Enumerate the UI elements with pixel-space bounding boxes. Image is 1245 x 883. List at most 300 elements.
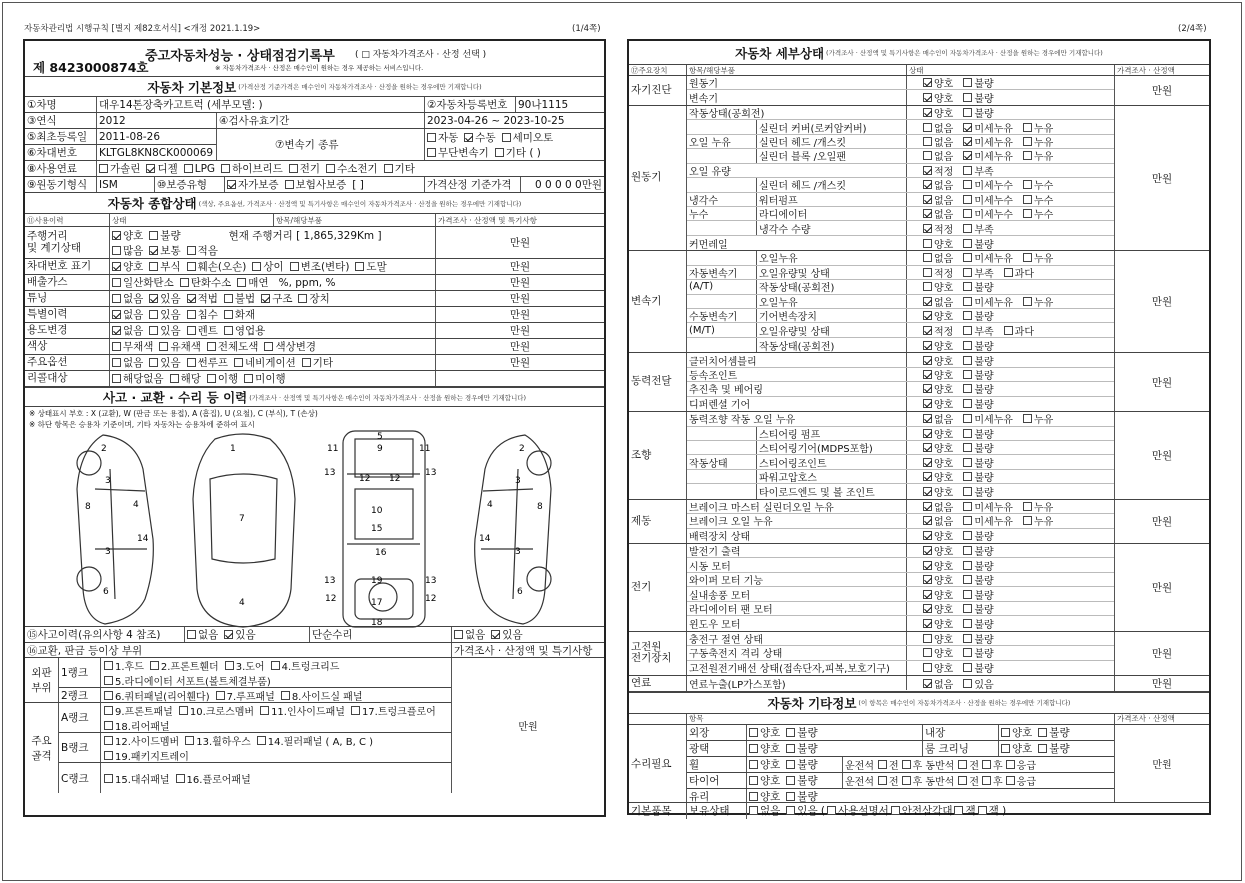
overall-opt-0-1-1[interactable] bbox=[149, 243, 180, 258]
detail-opt-2-5-2[interactable] bbox=[1004, 323, 1034, 336]
detail-opt-1-1-2-checkbox[interactable] bbox=[1023, 123, 1032, 132]
room-clean-bad-checkbox[interactable] bbox=[1038, 744, 1047, 753]
overall-opt-3-0-5-checkbox[interactable] bbox=[298, 294, 307, 303]
overall-opt-0-0-0[interactable] bbox=[112, 228, 143, 243]
exterior-bad-checkbox[interactable] bbox=[786, 728, 795, 737]
detail-opt-4-0-2-checkbox[interactable] bbox=[1023, 414, 1032, 423]
overall-opt-6-0-0-checkbox[interactable] bbox=[112, 342, 121, 351]
detail-opt-6-5-1-checkbox[interactable] bbox=[963, 619, 972, 628]
detail-opt-1-8-1[interactable] bbox=[963, 221, 993, 234]
overall-opt-6-0-2-checkbox[interactable] bbox=[207, 342, 216, 351]
detail-opt-2-2-0[interactable] bbox=[923, 280, 953, 293]
detail-opt-5-0-0-checkbox[interactable] bbox=[923, 502, 932, 511]
detail-opt-6-4-0[interactable] bbox=[923, 602, 953, 615]
detail-opt-3-1-1-checkbox[interactable] bbox=[963, 370, 972, 379]
part-dash-panel-checkbox[interactable] bbox=[104, 774, 113, 783]
part-roof-panel-checkbox[interactable] bbox=[216, 691, 225, 700]
trans-opt-semi[interactable] bbox=[502, 130, 554, 145]
detail-opt-6-5-0-checkbox[interactable] bbox=[923, 619, 932, 628]
detail-opt-1-0-0[interactable] bbox=[923, 106, 953, 119]
simple-none-checkbox[interactable] bbox=[454, 630, 463, 639]
detail-opt-1-9-1-checkbox[interactable] bbox=[963, 239, 972, 248]
detail-opt-1-7-1-checkbox[interactable] bbox=[963, 209, 972, 218]
part-radiator-support-checkbox[interactable] bbox=[104, 676, 113, 685]
detail-opt-1-6-2[interactable] bbox=[1023, 193, 1053, 206]
overall-opt-7-0-3-checkbox[interactable] bbox=[234, 358, 243, 367]
part-hood-checkbox[interactable] bbox=[104, 661, 113, 670]
part-roof-panel[interactable] bbox=[216, 688, 275, 703]
glass-bad-checkbox[interactable] bbox=[786, 792, 795, 801]
overall-opt-3-0-5[interactable] bbox=[298, 291, 329, 306]
trans-opt-auto[interactable] bbox=[427, 130, 458, 145]
detail-opt-6-2-0[interactable] bbox=[923, 573, 953, 586]
detail-opt-2-0-1-checkbox[interactable] bbox=[963, 253, 972, 262]
part-side-member-checkbox[interactable] bbox=[104, 736, 113, 745]
overall-opt-6-0-1-checkbox[interactable] bbox=[159, 342, 168, 351]
overall-opt-5-0-2-checkbox[interactable] bbox=[187, 326, 196, 335]
part-quarter-panel-checkbox[interactable] bbox=[104, 691, 113, 700]
detail-opt-3-3-1-checkbox[interactable] bbox=[963, 399, 972, 408]
detail-opt-1-4-1-checkbox[interactable] bbox=[963, 166, 972, 175]
overall-opt-1-0-0[interactable] bbox=[112, 259, 143, 274]
tire-emergency-checkbox[interactable] bbox=[1006, 776, 1015, 785]
polish-good-checkbox[interactable] bbox=[749, 744, 758, 753]
basic-have-checkbox[interactable] bbox=[786, 806, 795, 815]
fuel-opt-electric[interactable] bbox=[289, 161, 320, 176]
detail-opt-2-5-1-checkbox[interactable] bbox=[963, 326, 972, 335]
detail-opt-6-1-0-checkbox[interactable] bbox=[923, 561, 932, 570]
detail-opt-1-0-1-checkbox[interactable] bbox=[963, 108, 972, 117]
overall-opt-6-0-3[interactable] bbox=[264, 339, 316, 354]
part-inside-panel[interactable] bbox=[260, 703, 345, 718]
part-pillar-panel-checkbox[interactable] bbox=[257, 736, 266, 745]
detail-opt-7-1-0-checkbox[interactable] bbox=[923, 648, 932, 657]
detail-opt-0-1-1[interactable] bbox=[963, 90, 993, 104]
detail-opt-1-1-2[interactable] bbox=[1023, 120, 1053, 133]
detail-opt-4-3-0-checkbox[interactable] bbox=[923, 458, 932, 467]
overall-opt-5-0-3-checkbox[interactable] bbox=[224, 326, 233, 335]
detail-opt-6-0-0[interactable] bbox=[923, 544, 953, 557]
part-package-tray[interactable] bbox=[104, 748, 189, 763]
detail-opt-4-2-0[interactable] bbox=[923, 441, 953, 454]
detail-opt-6-4-1-checkbox[interactable] bbox=[963, 604, 972, 613]
overall-opt-3-0-3-checkbox[interactable] bbox=[224, 294, 233, 303]
detail-opt-6-2-1-checkbox[interactable] bbox=[963, 575, 972, 584]
detail-opt-7-1-1[interactable] bbox=[963, 646, 993, 659]
detail-opt-6-3-0-checkbox[interactable] bbox=[923, 590, 932, 599]
overall-opt-1-0-5[interactable] bbox=[355, 259, 386, 274]
detail-opt-6-3-1-checkbox[interactable] bbox=[963, 590, 972, 599]
part-door[interactable] bbox=[225, 658, 265, 673]
detail-opt-1-6-2-checkbox[interactable] bbox=[1023, 195, 1032, 204]
detail-opt-5-2-0-checkbox[interactable] bbox=[923, 531, 932, 540]
simple-opt-yes[interactable] bbox=[491, 627, 522, 642]
detail-opt-1-6-1[interactable] bbox=[963, 193, 1013, 206]
fuel-opt-gasoline[interactable] bbox=[99, 161, 140, 176]
warranty-insurer-checkbox[interactable] bbox=[285, 180, 294, 189]
overall-opt-4-0-3-checkbox[interactable] bbox=[224, 310, 233, 319]
overall-opt-0-0-1[interactable] bbox=[149, 228, 180, 243]
detail-opt-4-3-0[interactable] bbox=[923, 455, 953, 468]
detail-opt-2-0-2[interactable] bbox=[1023, 251, 1053, 264]
part-front-fender[interactable] bbox=[150, 658, 219, 673]
overall-opt-1-0-3-checkbox[interactable] bbox=[252, 262, 261, 271]
detail-opt-8-0-1[interactable] bbox=[963, 676, 993, 690]
part-hood[interactable] bbox=[104, 658, 144, 673]
overall-opt-4-0-2-checkbox[interactable] bbox=[187, 310, 196, 319]
overall-opt-2-0-1[interactable] bbox=[180, 275, 232, 290]
detail-opt-3-0-0-checkbox[interactable] bbox=[923, 356, 932, 365]
overall-opt-0-0-0-checkbox[interactable] bbox=[112, 231, 121, 240]
detail-opt-7-1-1-checkbox[interactable] bbox=[963, 648, 972, 657]
detail-opt-1-7-2[interactable] bbox=[1023, 207, 1053, 220]
fuel-opt-hybrid[interactable] bbox=[221, 161, 283, 176]
detail-opt-6-0-0-checkbox[interactable] bbox=[923, 546, 932, 555]
overall-opt-7-0-4-checkbox[interactable] bbox=[302, 358, 311, 367]
detail-opt-4-0-0[interactable] bbox=[923, 412, 953, 425]
detail-opt-2-3-1-checkbox[interactable] bbox=[963, 297, 972, 306]
overall-opt-4-0-3[interactable] bbox=[224, 307, 255, 322]
part-front-panel[interactable] bbox=[104, 703, 173, 718]
detail-opt-1-6-1-checkbox[interactable] bbox=[963, 195, 972, 204]
overall-opt-1-0-0-checkbox[interactable] bbox=[112, 262, 121, 271]
detail-opt-8-0-1-checkbox[interactable] bbox=[963, 679, 972, 688]
detail-opt-4-2-1-checkbox[interactable] bbox=[963, 443, 972, 452]
detail-opt-2-4-0-checkbox[interactable] bbox=[923, 311, 932, 320]
detail-opt-4-0-1[interactable] bbox=[963, 412, 1013, 425]
part-front-fender-checkbox[interactable] bbox=[150, 661, 159, 670]
part-trunk-lid[interactable] bbox=[271, 658, 340, 673]
detail-opt-2-5-0-checkbox[interactable] bbox=[923, 326, 932, 335]
detail-opt-3-2-1-checkbox[interactable] bbox=[963, 384, 972, 393]
part-trunk-lid-checkbox[interactable] bbox=[271, 661, 280, 670]
detail-opt-4-5-1[interactable] bbox=[963, 484, 993, 498]
detail-opt-2-0-2-checkbox[interactable] bbox=[1023, 253, 1032, 262]
fuel-hybrid-checkbox[interactable] bbox=[221, 164, 230, 173]
overall-opt-2-0-0-checkbox[interactable] bbox=[112, 278, 121, 287]
detail-opt-4-3-1[interactable] bbox=[963, 455, 993, 468]
detail-opt-7-2-0-checkbox[interactable] bbox=[923, 663, 932, 672]
detail-opt-4-0-0-checkbox[interactable] bbox=[923, 414, 932, 423]
wheel-good-checkbox[interactable] bbox=[749, 760, 758, 769]
detail-opt-1-4-1[interactable] bbox=[963, 164, 993, 177]
detail-opt-2-4-0[interactable] bbox=[923, 309, 953, 322]
part-wheel-house[interactable] bbox=[185, 733, 251, 748]
part-rear-panel[interactable] bbox=[104, 718, 170, 733]
part-floor-panel-checkbox[interactable] bbox=[176, 774, 185, 783]
fuel-electric-checkbox[interactable] bbox=[289, 164, 298, 173]
fuel-diesel-checkbox[interactable] bbox=[146, 164, 155, 173]
detail-opt-2-1-1[interactable] bbox=[963, 266, 993, 279]
detail-opt-7-2-1-checkbox[interactable] bbox=[963, 663, 972, 672]
overall-opt-0-0-1-checkbox[interactable] bbox=[149, 231, 158, 240]
detail-opt-3-3-0-checkbox[interactable] bbox=[923, 399, 932, 408]
detail-opt-2-3-2[interactable] bbox=[1023, 295, 1053, 308]
overall-opt-3-0-1[interactable] bbox=[149, 291, 180, 306]
detail-opt-1-5-2[interactable] bbox=[1023, 178, 1053, 191]
part-side-sill-checkbox[interactable] bbox=[281, 691, 290, 700]
detail-opt-1-4-0[interactable] bbox=[923, 164, 953, 177]
detail-opt-3-2-0-checkbox[interactable] bbox=[923, 384, 932, 393]
interior-good-checkbox[interactable] bbox=[1001, 728, 1010, 737]
detail-opt-6-0-1-checkbox[interactable] bbox=[963, 546, 972, 555]
simple-opt-none[interactable] bbox=[454, 627, 485, 642]
detail-opt-6-0-1[interactable] bbox=[963, 544, 993, 557]
fuel-other-checkbox[interactable] bbox=[384, 164, 393, 173]
overall-opt-8-0-1-checkbox[interactable] bbox=[170, 374, 179, 383]
overall-opt-2-0-0[interactable] bbox=[112, 275, 174, 290]
basic-manual-checkbox[interactable] bbox=[827, 806, 836, 815]
overall-opt-7-0-0[interactable] bbox=[112, 355, 143, 370]
detail-opt-4-2-1[interactable] bbox=[963, 441, 993, 454]
overall-opt-6-0-2[interactable] bbox=[207, 339, 259, 354]
detail-opt-4-4-0[interactable] bbox=[923, 470, 953, 483]
warranty-opt-self[interactable] bbox=[227, 177, 279, 192]
history-yes-checkbox[interactable] bbox=[224, 630, 233, 639]
tire-driver-front-checkbox[interactable] bbox=[878, 776, 887, 785]
overall-opt-2-0-1-checkbox[interactable] bbox=[180, 278, 189, 287]
detail-opt-4-0-1-checkbox[interactable] bbox=[963, 414, 972, 423]
overall-opt-1-0-4-checkbox[interactable] bbox=[290, 262, 299, 271]
detail-opt-6-1-1-checkbox[interactable] bbox=[963, 561, 972, 570]
part-front-panel-checkbox[interactable] bbox=[104, 706, 113, 715]
overall-opt-3-0-1-checkbox[interactable] bbox=[149, 294, 158, 303]
detail-opt-6-5-1[interactable] bbox=[963, 616, 993, 630]
part-rear-panel-checkbox[interactable] bbox=[104, 721, 113, 730]
overall-opt-6-0-3-checkbox[interactable] bbox=[264, 342, 273, 351]
overall-opt-7-0-4[interactable] bbox=[302, 355, 333, 370]
detail-opt-3-2-0[interactable] bbox=[923, 382, 953, 395]
detail-opt-4-4-1-checkbox[interactable] bbox=[963, 472, 972, 481]
part-quarter-panel[interactable] bbox=[104, 688, 210, 703]
warranty-opt-insurer[interactable] bbox=[285, 177, 347, 192]
overall-opt-7-0-3[interactable] bbox=[234, 355, 296, 370]
detail-opt-3-0-1-checkbox[interactable] bbox=[963, 356, 972, 365]
overall-opt-1-0-2-checkbox[interactable] bbox=[187, 262, 196, 271]
detail-opt-1-5-1[interactable] bbox=[963, 178, 1013, 191]
detail-opt-7-2-0[interactable] bbox=[923, 661, 953, 675]
detail-opt-1-6-0-checkbox[interactable] bbox=[923, 195, 932, 204]
overall-opt-4-0-1[interactable] bbox=[149, 307, 180, 322]
detail-opt-3-0-0[interactable] bbox=[923, 353, 953, 366]
detail-opt-2-1-2[interactable] bbox=[1004, 266, 1034, 279]
detail-opt-1-3-1-checkbox[interactable] bbox=[963, 151, 972, 160]
overall-opt-4-0-2[interactable] bbox=[187, 307, 218, 322]
overall-opt-3-0-0-checkbox[interactable] bbox=[112, 294, 121, 303]
part-dash-panel[interactable] bbox=[104, 771, 170, 786]
detail-opt-2-3-2-checkbox[interactable] bbox=[1023, 297, 1032, 306]
detail-opt-5-2-1-checkbox[interactable] bbox=[963, 531, 972, 540]
detail-opt-1-2-1-checkbox[interactable] bbox=[963, 137, 972, 146]
detail-opt-2-4-1-checkbox[interactable] bbox=[963, 311, 972, 320]
detail-opt-6-3-0[interactable] bbox=[923, 587, 953, 600]
detail-opt-5-0-0[interactable] bbox=[923, 500, 953, 513]
detail-opt-2-3-0[interactable] bbox=[923, 295, 953, 308]
part-pillar-panel[interactable] bbox=[257, 733, 373, 748]
detail-opt-6-4-1[interactable] bbox=[963, 602, 993, 615]
part-floor-panel[interactable] bbox=[176, 771, 251, 786]
overall-opt-3-0-3[interactable] bbox=[224, 291, 255, 306]
detail-opt-1-2-0[interactable] bbox=[923, 135, 953, 148]
overall-opt-0-1-0-checkbox[interactable] bbox=[112, 246, 121, 255]
history-opt-none[interactable] bbox=[187, 627, 218, 642]
detail-opt-0-1-0-checkbox[interactable] bbox=[923, 93, 932, 102]
overall-opt-4-0-0-checkbox[interactable] bbox=[112, 310, 121, 319]
overall-opt-1-0-2[interactable] bbox=[187, 259, 247, 274]
detail-opt-1-3-2[interactable] bbox=[1023, 149, 1053, 162]
simple-yes-checkbox[interactable] bbox=[491, 630, 500, 639]
detail-opt-5-1-0[interactable] bbox=[923, 514, 953, 527]
detail-opt-7-1-0[interactable] bbox=[923, 646, 953, 659]
wheel-emergency-checkbox[interactable] bbox=[1006, 760, 1015, 769]
detail-opt-0-0-1[interactable] bbox=[963, 76, 993, 89]
detail-opt-7-0-0[interactable] bbox=[923, 632, 953, 645]
basic-spanner-checkbox[interactable] bbox=[978, 806, 987, 815]
detail-opt-2-2-1-checkbox[interactable] bbox=[963, 282, 972, 291]
overall-opt-7-0-0-checkbox[interactable] bbox=[112, 358, 121, 367]
detail-opt-0-0-1-checkbox[interactable] bbox=[963, 78, 972, 87]
trans-auto-checkbox[interactable] bbox=[427, 133, 436, 142]
fuel-lpg-checkbox[interactable] bbox=[184, 164, 193, 173]
part-trunk-floor[interactable] bbox=[351, 703, 436, 718]
detail-opt-8-0-0-checkbox[interactable] bbox=[923, 679, 932, 688]
detail-opt-6-1-0[interactable] bbox=[923, 558, 953, 571]
overall-opt-3-0-2[interactable] bbox=[187, 291, 218, 306]
detail-opt-1-8-0-checkbox[interactable] bbox=[923, 224, 932, 233]
overall-opt-2-0-2[interactable] bbox=[237, 275, 268, 290]
overall-opt-3-0-4[interactable] bbox=[261, 291, 292, 306]
overall-opt-0-1-2-checkbox[interactable] bbox=[187, 246, 196, 255]
wheel-bad-checkbox[interactable] bbox=[786, 760, 795, 769]
fuel-gasoline-checkbox[interactable] bbox=[99, 164, 108, 173]
overall-opt-1-0-1[interactable] bbox=[149, 259, 180, 274]
overall-opt-8-0-3[interactable] bbox=[244, 371, 285, 386]
tire-passenger-front-checkbox[interactable] bbox=[958, 776, 967, 785]
history-opt-yes[interactable] bbox=[224, 627, 255, 642]
detail-opt-5-0-1-checkbox[interactable] bbox=[963, 502, 972, 511]
fuel-hydrogen-checkbox[interactable] bbox=[326, 164, 335, 173]
detail-opt-4-4-1[interactable] bbox=[963, 470, 993, 483]
detail-opt-2-2-0-checkbox[interactable] bbox=[923, 282, 932, 291]
detail-opt-1-5-1-checkbox[interactable] bbox=[963, 180, 972, 189]
tire-good-checkbox[interactable] bbox=[749, 776, 758, 785]
detail-opt-1-1-1[interactable] bbox=[963, 120, 1013, 133]
part-cross-member[interactable] bbox=[179, 703, 254, 718]
overall-opt-6-0-1[interactable] bbox=[159, 339, 200, 354]
detail-opt-3-2-1[interactable] bbox=[963, 382, 993, 395]
trans-opt-manual[interactable] bbox=[464, 130, 495, 145]
detail-opt-2-6-0[interactable] bbox=[923, 338, 953, 352]
overall-opt-5-0-3[interactable] bbox=[224, 323, 265, 338]
detail-opt-3-1-0-checkbox[interactable] bbox=[923, 370, 932, 379]
detail-opt-1-8-0[interactable] bbox=[923, 221, 953, 234]
basic-jack-checkbox[interactable] bbox=[954, 806, 963, 815]
detail-opt-7-0-1[interactable] bbox=[963, 632, 993, 645]
detail-opt-2-4-1[interactable] bbox=[963, 309, 993, 322]
detail-opt-1-1-0-checkbox[interactable] bbox=[923, 123, 932, 132]
overall-opt-5-0-0-checkbox[interactable] bbox=[112, 326, 121, 335]
detail-opt-5-2-1[interactable] bbox=[963, 529, 993, 543]
detail-opt-1-9-0[interactable] bbox=[923, 236, 953, 250]
detail-opt-4-1-0-checkbox[interactable] bbox=[923, 429, 932, 438]
detail-opt-3-3-0[interactable] bbox=[923, 397, 953, 411]
detail-opt-5-2-0[interactable] bbox=[923, 529, 953, 543]
detail-opt-1-3-1[interactable] bbox=[963, 149, 1013, 162]
detail-opt-5-1-2[interactable] bbox=[1023, 514, 1053, 527]
trans-other-checkbox[interactable] bbox=[495, 148, 504, 157]
detail-opt-4-1-1[interactable] bbox=[963, 427, 993, 440]
tire-bad-checkbox[interactable] bbox=[786, 776, 795, 785]
exterior-good-checkbox[interactable] bbox=[749, 728, 758, 737]
overall-opt-1-0-1-checkbox[interactable] bbox=[149, 262, 158, 271]
detail-opt-5-0-2-checkbox[interactable] bbox=[1023, 502, 1032, 511]
detail-opt-1-9-0-checkbox[interactable] bbox=[923, 239, 932, 248]
part-side-member[interactable] bbox=[104, 733, 179, 748]
part-side-sill[interactable] bbox=[281, 688, 363, 703]
overall-opt-4-0-1-checkbox[interactable] bbox=[149, 310, 158, 319]
overall-opt-3-0-4-checkbox[interactable] bbox=[261, 294, 270, 303]
wheel-driver-rear-checkbox[interactable] bbox=[902, 760, 911, 769]
trans-opt-other[interactable] bbox=[495, 145, 541, 160]
detail-opt-1-4-0-checkbox[interactable] bbox=[923, 166, 932, 175]
detail-opt-6-2-0-checkbox[interactable] bbox=[923, 575, 932, 584]
detail-opt-1-2-2[interactable] bbox=[1023, 135, 1053, 148]
detail-opt-1-2-0-checkbox[interactable] bbox=[923, 137, 932, 146]
detail-opt-7-0-0-checkbox[interactable] bbox=[923, 634, 932, 643]
detail-opt-1-2-2-checkbox[interactable] bbox=[1023, 137, 1032, 146]
detail-opt-4-3-1-checkbox[interactable] bbox=[963, 458, 972, 467]
detail-opt-2-5-0[interactable] bbox=[923, 323, 953, 336]
wheel-passenger-front-checkbox[interactable] bbox=[958, 760, 967, 769]
detail-opt-5-1-1[interactable] bbox=[963, 514, 1013, 527]
wheel-driver-front-checkbox[interactable] bbox=[878, 760, 887, 769]
detail-opt-1-7-1[interactable] bbox=[963, 207, 1013, 220]
detail-opt-4-1-0[interactable] bbox=[923, 427, 953, 440]
overall-opt-2-0-2-checkbox[interactable] bbox=[237, 278, 246, 287]
detail-opt-1-0-1[interactable] bbox=[963, 106, 993, 119]
detail-opt-1-5-0[interactable] bbox=[923, 178, 953, 191]
detail-opt-0-0-0-checkbox[interactable] bbox=[923, 78, 932, 87]
history-none-checkbox[interactable] bbox=[187, 630, 196, 639]
fuel-opt-hydrogen[interactable] bbox=[326, 161, 378, 176]
detail-opt-2-1-2-checkbox[interactable] bbox=[1004, 268, 1013, 277]
detail-opt-5-0-1[interactable] bbox=[963, 500, 1013, 513]
detail-opt-0-1-0[interactable] bbox=[923, 90, 953, 104]
wheel-passenger-rear-checkbox[interactable] bbox=[982, 760, 991, 769]
overall-opt-5-0-1-checkbox[interactable] bbox=[149, 326, 158, 335]
detail-opt-6-1-1[interactable] bbox=[963, 558, 993, 571]
overall-opt-3-0-0[interactable] bbox=[112, 291, 143, 306]
overall-opt-6-0-0[interactable] bbox=[112, 339, 153, 354]
detail-opt-6-4-0-checkbox[interactable] bbox=[923, 604, 932, 613]
tire-passenger-rear-checkbox[interactable] bbox=[982, 776, 991, 785]
overall-opt-5-0-1[interactable] bbox=[149, 323, 180, 338]
warranty-self-checkbox[interactable] bbox=[227, 180, 236, 189]
detail-opt-1-3-2-checkbox[interactable] bbox=[1023, 151, 1032, 160]
detail-opt-2-0-0[interactable] bbox=[923, 251, 953, 264]
part-package-tray-checkbox[interactable] bbox=[104, 751, 113, 760]
detail-opt-3-3-1[interactable] bbox=[963, 397, 993, 411]
detail-opt-1-8-1-checkbox[interactable] bbox=[963, 224, 972, 233]
detail-opt-4-5-0[interactable] bbox=[923, 484, 953, 498]
detail-opt-6-5-0[interactable] bbox=[923, 616, 953, 630]
detail-opt-4-4-0-checkbox[interactable] bbox=[923, 472, 932, 481]
overall-opt-8-0-1[interactable] bbox=[170, 371, 201, 386]
detail-opt-5-1-0-checkbox[interactable] bbox=[923, 516, 932, 525]
detail-opt-2-3-0-checkbox[interactable] bbox=[923, 297, 932, 306]
detail-opt-1-5-0-checkbox[interactable] bbox=[923, 180, 932, 189]
detail-opt-5-1-1-checkbox[interactable] bbox=[963, 516, 972, 525]
